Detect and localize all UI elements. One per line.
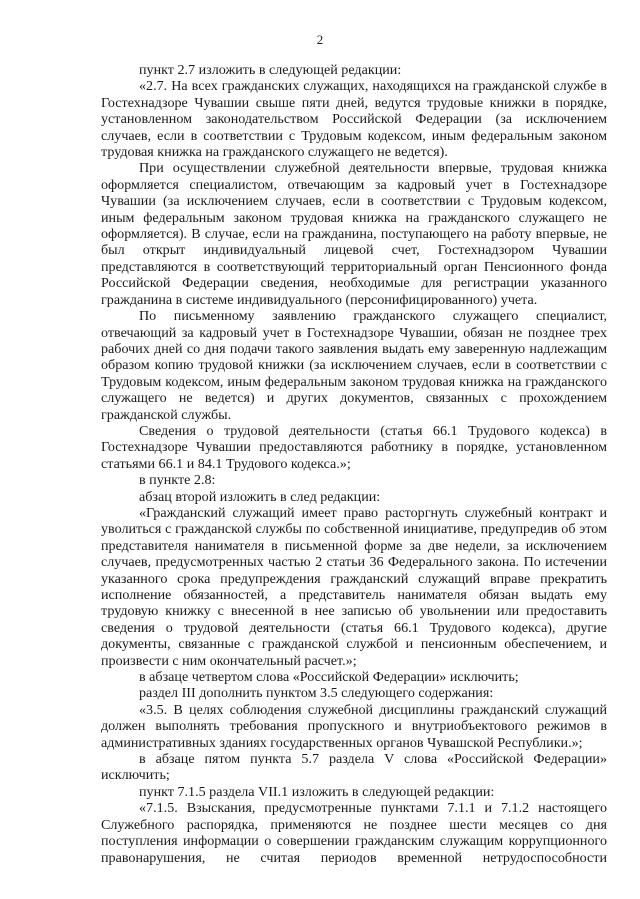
paragraph: пункт 2.7 изложить в следующей редакции:	[139, 62, 402, 78]
paragraph: в абзаце четвертом слова «Российской Федерации» исключить;	[139, 669, 519, 686]
paragraph: «Гражданский служащий имеет право расторгнуть служебный контракт и уволиться с гражданской службы по собственной инициативе, предупредив об этом представителя нанимателя в письменной форме за две недели, за исключением случаев, предусмотренных частью 2 статьи 36 Федерального закона. По истечении указанного срока предупреждения гражданский служащий вправе прекратить исполнение обязанностей, а представитель нанимателя обязан выдать ему трудовую книжку с внесенной в нее записью об увольнении или предоставить сведения о трудовой деятельности (статья 66.1 Трудового кодекса), другие документы, связанные с гражданской службой и пенсионным обеспечением, и произвести с ним окончательный расчет.»;	[101, 504, 607, 669]
paragraph: При осуществлении служебной деятельности впервые, трудовая книжка оформляется специалистом, отвечающим за кадровый учет в Гостехнадзоре Чувашии (за исключением случаев, если в соответствии с Трудовым кодексом, иным федеральным законом трудовая книжка на гражданского служащего не оформляется). В случае, если на гражданина, поступающего на работу впервые, не был открыт индивидуальный лицевой счет, Гостехнадзором Чувашии представляются в соответствующий территориальный орган Пенсионного фонда Российской Федерации сведения, необходимые для регистрации указанного гражданина в системе индивидуального (персонифицированного) учета.	[101, 160, 607, 308]
paragraph: «2.7. На всех гражданских служащих, находящихся на гражданской службе в Гостехнадзоре Чувашии свыше пяти дней, ведутся трудовые книжки в порядке, установленном законодательством Российской Федерации (за исключением случаев, если в соответствии с Трудовым кодексом, иным федеральным законом трудовая книжка на гражданского служащего не ведется).	[101, 78, 607, 161]
paragraph: пункт 7.1.5 раздела VII.1 изложить в следующей редакции:	[139, 783, 495, 800]
paragraph: в абзаце пятом пункта 5.7 раздела V слова «Российской Федерации» исключить;	[101, 751, 607, 784]
page-number: 2	[316, 32, 324, 47]
paragraph: Сведения о трудовой деятельности (статья 66.1 Трудового кодекса) в Гостехнадзоре Чувашии предоставляются работнику в порядке, установленном статьями 66.1 и 84.1 Трудового кодекса.»;	[101, 422, 607, 472]
paragraph: абзац второй изложить в след редакции:	[139, 488, 381, 505]
paragraph: в пункте 2.8:	[139, 472, 216, 489]
document-body	[101, 62, 607, 866]
paragraph: «7.1.5. Взыскания, предусмотренные пунктами 7.1.1 и 7.1.2 настоящего Служебного распорядка, применяются не позднее шести месяцев со дня поступления информации о совершении гражданским служащим коррупционного правонарушения, не считая периодов временной нетрудоспособности	[101, 800, 607, 866]
paragraph: «3.5. В целях соблюдения служебной дисциплины гражданский служащий должен выполнять требования пропускного и внутриобъектового режимов в административных зданиях государственных органов Чувашской Республики.»;	[101, 701, 607, 751]
paragraph: раздел III дополнить пунктом 3.5 следующего содержания:	[139, 685, 494, 702]
paragraph: По письменному заявлению гражданского служащего специалист, отвечающий за кадровый учет в Гостехнадзоре Чувашии, обязан не позднее трех рабочих дней со дня подачи такого заявления выдать ему заверенную надлежащим образом копию трудовой книжки (за исключением случаев, если в соответствии с Трудовым кодексом, иным федеральным законом трудовая книжка на гражданского служащего не ведется) и других документов, связанных с прохождением гражданской службы.	[101, 308, 607, 423]
